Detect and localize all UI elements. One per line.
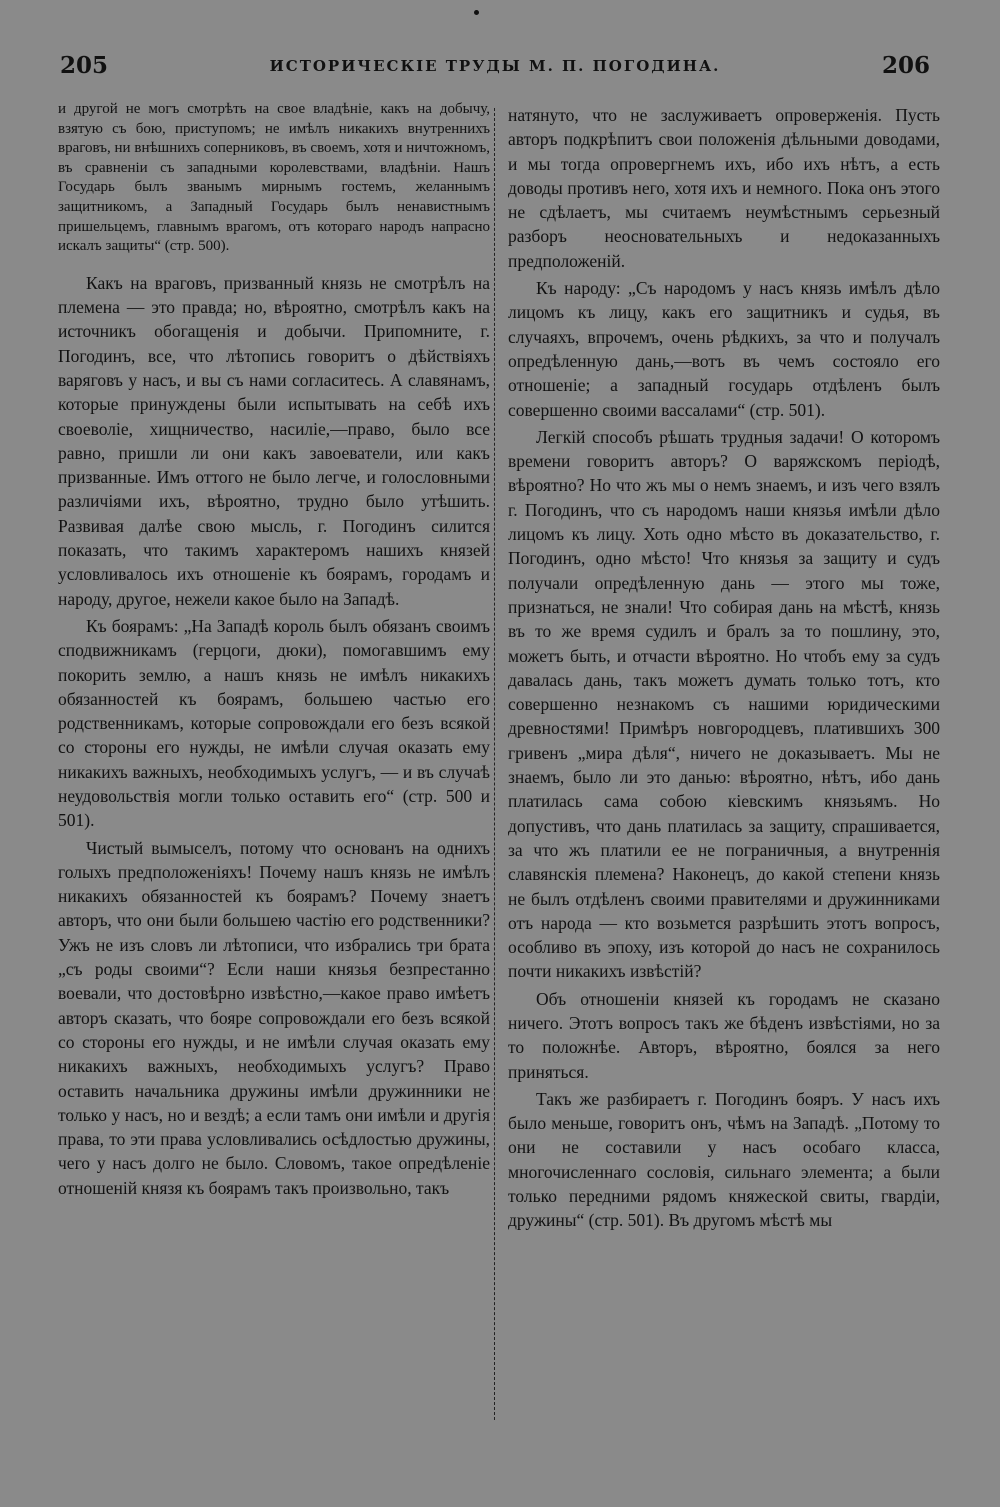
page-number-right: 206 [881, 52, 930, 79]
paragraph: Чистый вымыселъ, потому что основанъ на однихъ голыхъ предположеніяхъ! Почему нашъ князь не имѣлъ никакихъ обязанностей къ боярамъ? Почему знаетъ авторъ, что они были большею частію его родственники? Ужъ не изъ словъ ли лѣтописи, что избрались три брата „съ роды своими“? Если наши князья безпрестанно воевали, что достовѣрно извѣстно,—какое право имѣетъ авторъ сказать, что бояре сопровождали его безъ всякой со стороны его нужды, и не имѣли случая оказать ему никакихъ важныхъ, необходимыхъ услугъ? Право оставить начальника дружины имѣли дружинники не только у насъ, но и вездѣ; а если тамъ они имѣли и другія права, то эти права условливались осѣдлостью дружины, чего у насъ долго не было. Словомъ, такое опредѣленіе отношеній князя къ боярамъ такъ произвольно, такъ [58, 837, 490, 1198]
paragraph: Къ народу: „Съ народомъ у насъ князь имѣлъ дѣло лицомъ къ лицу, какъ его защитникъ и судья, въ случаяхъ, впрочемъ, очень рѣдкихъ, за что и получалъ опредѣленную дань,—вотъ въ чемъ состояло его отношеніе; а западный государь отдѣленъ былъ совершенно своими вассалами“ (стр. 501). [508, 278, 940, 420]
running-title: ИСТОРИЧЕСКІЕ ТРУДЫ М. П. ПОГОДИНА. [269, 57, 721, 75]
running-header [60, 52, 930, 82]
paragraph: Легкій способъ рѣшать трудныя задачи! О которомъ времени говоритъ авторъ? О варяжскомъ періодѣ, вѣроятно? Но что жъ мы о немъ знаемъ, и изъ чего взялъ г. Погодинъ, что съ народомъ наши князья имѣли дѣло лицомъ къ лицу. Хоть одно мѣсто въ доказательство, г. Погодинъ, одно мѣсто! Что князья за защиту и судъ получали опредѣленную дань — этого мы тоже, признаться, не знали! Что собирая дань на мѣстѣ, князь въ то же время судилъ и бралъ за то пошлину, это, можетъ быть, и отчасти вѣроятно. Но чтобъ ему за судъ давалась дань, такъ можетъ думать только тотъ, кто совершенно незнакомъ съ нашими юридическими древностями! Примѣръ новгородцевъ, платившихъ 300 гривенъ „мира дѣля“, ничего не доказываетъ. Мы не знаемъ, было ли это данью: вѣроятно, нѣтъ, ибо дань платилась сама собою кіевскимъ князьямъ. Но допустивъ, что дань платилась за защиту, спрашивается, за что жъ платили ее не пограничныя, а внутреннія славянскія племена? Наконецъ, до какой степени князь не былъ отдѣленъ своими правителями и дружинниками отъ народа — кто возьмется разрѣшить этотъ вопросъ, особливо въ эпоху, изъ которой до насъ не сохранилось почти никакихъ извѣстій? [508, 426, 940, 982]
paragraph: Къ боярамъ: „На Западѣ король былъ обязанъ своимъ сподвижникамъ (герцоги, дюки), помогавшимъ ему покорить землю, а нашъ князь не имѣлъ никакихъ обязанностей къ боярамъ, большею частью его родственникамъ, которые сопровождали его безъ всякой со стороны его нужды, не имѣли случая оказать ему никакихъ важныхъ, необходимыхъ услугъ, — и въ случаѣ неудовольствія могли только оставить его“ (стр. 500 и 501). [58, 615, 490, 831]
right-column [508, 103, 940, 1433]
column-divider [494, 108, 495, 1420]
page-mark [474, 10, 479, 15]
paragraph: Объ отношеніи князей къ городамъ не сказано ничего. Этотъ вопросъ такъ же бѣденъ извѣстіями, но за то положнѣе. Авторъ, вѣроятно, боялся за него приняться. [508, 988, 940, 1082]
paragraph: Такъ же разбираетъ г. Погодинъ бояръ. У насъ ихъ было меньше, говоритъ онъ, чѣмъ на Западѣ. „Потому то они не составили у насъ особаго класса, многочисленнаго сословія, сильнаго элемента; а были только передними рядомъ княжеской свиты, гвардіи, дружины“ (стр. 501). Въ другомъ мѣстѣ мы [508, 1088, 940, 1231]
paragraph: натянуто, что не заслуживаетъ опроверженія. Пусть авторъ подкрѣпитъ свои положенія дѣльными доводами, и мы тогда опровергнемъ ихъ, ибо ихъ нѣтъ, а есть доводы противъ него, хотя ихъ и немного. Пока онъ этого не сдѣлаетъ, мы считаемъ неумѣстнымъ серьезный разборъ неосновательныхъ и недоказанныхъ предположеній. [508, 105, 940, 271]
page-number-left: 205 [60, 52, 109, 79]
left-column [58, 100, 490, 1430]
paragraph: Какъ на враговъ, призванный князь не смотрѣлъ на племена — это правда; но, вѣроятно, смотрѣлъ какъ на источникъ обогащенія и добычи. Припомните, г. Погодинъ, все, что лѣтопись говоритъ о дѣйствіяхъ варяговъ у насъ, и вы съ нами согласитесь. А славянамъ, которые принуждены были испытывать на себѣ ихъ своеволіе, хищничество, насиліе,—право, было все равно, пришли ли они какъ завоеватели, или какъ призванные. Имъ оттого не было легче, и голословными различіями ихъ, вѣроятно, трудно было утѣшить. Развивая далѣе свою мысль, г. Погодинъ силится показать, что такимъ характеромъ нашихъ князей условливалось ихъ отношеніе къ боярамъ, городамъ и народу, другое, нежели какое было на Западѣ. [58, 272, 490, 609]
quote-continuation: и другой не могъ смотрѣть на свое владѣніе, какъ на добычу, взятую съ бою, приступомъ; не имѣлъ никакихъ внутреннихъ враговъ, ни внѣшнихъ соперниковъ, въ своемъ, хотя и ничтожномъ, въ сравненіи съ западными королевствами, владѣніи. Нашъ Государь былъ званымъ мирнымъ гостемъ, желаннымъ защитникомъ, а Западный Государь былъ ненавистнымъ пришельцемъ, главнымъ врагомъ, отъ котораго народъ напрасно искалъ защиты“ (стр. 500). [58, 101, 490, 255]
